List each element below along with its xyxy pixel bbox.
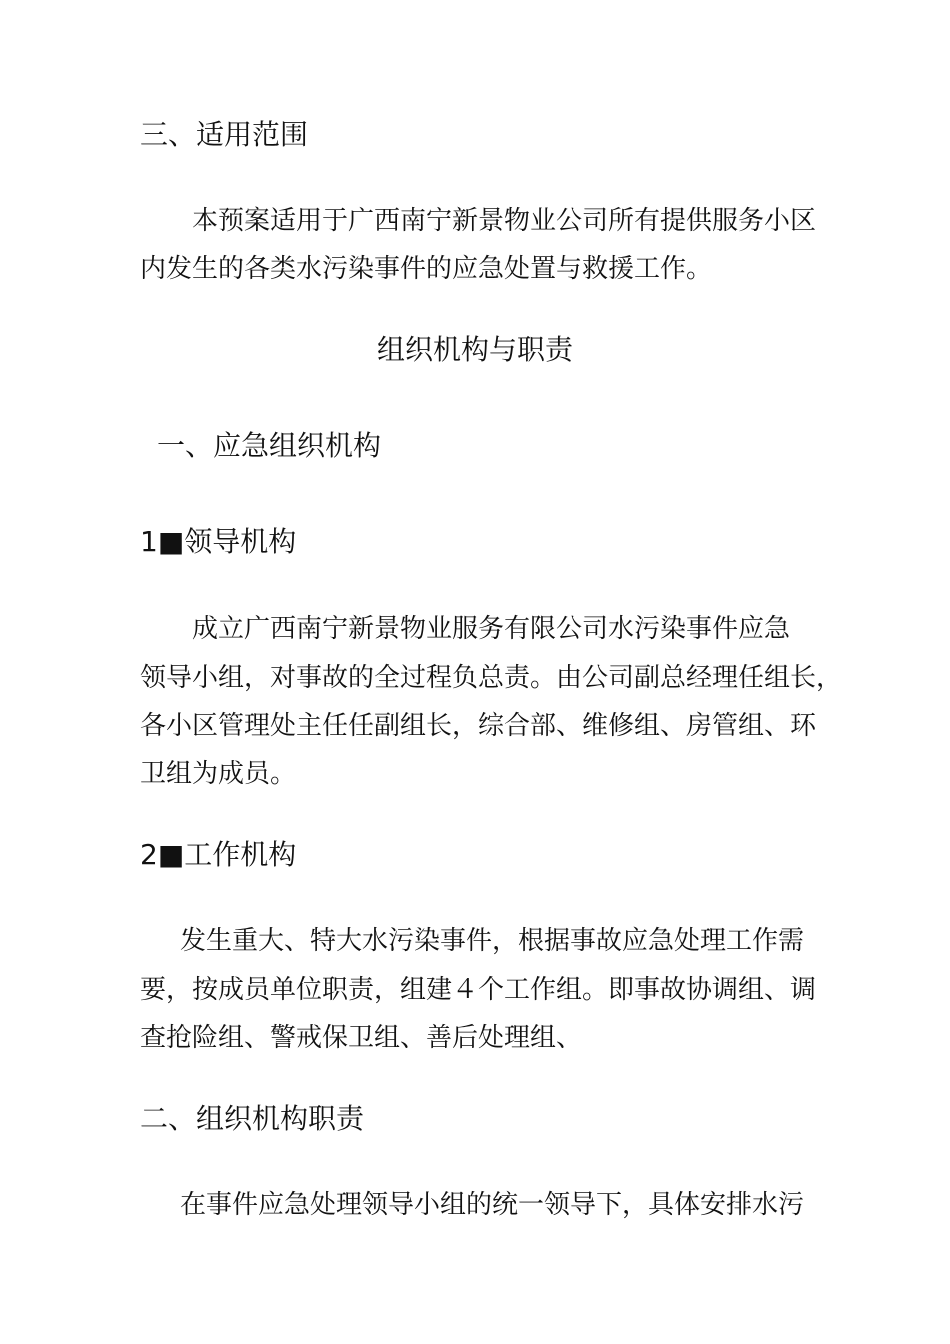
paragraph-line: 各小区管理处主任任副组长，综合部、维修组、房管组、环 (140, 711, 817, 741)
paragraph-line: 在事件应急处理领导小组的统一领导下，具体安排水污 (180, 1190, 805, 1220)
paragraph-line: 本预案适用于广西南宁新景物业公司所有提供服务小区 (192, 206, 817, 236)
section-heading-scope: 三、适用范围 (140, 118, 309, 151)
paragraph-line: 要，按成员单位职责，组建４个工作组。即事故协调组、调 (140, 975, 817, 1005)
paragraph-line: 领导小组，对事故的全过程负总责。由公司副总经理任组长， (140, 663, 843, 693)
section-heading-duties: 二、组织机构职责 (140, 1102, 365, 1135)
paragraph-line: 发生重大、特大水污染事件，根据事故应急处理工作需 (180, 926, 805, 956)
paragraph-line: 查抢险组、警戒保卫组、善后处理组、 (140, 1023, 583, 1053)
paragraph-line: 卫组为成员。 (140, 759, 297, 789)
subsection-heading-working: 2■工作机构 (140, 838, 297, 871)
paragraph-line: 内发生的各类水污染事件的应急处置与救援工作。 (140, 254, 713, 284)
paragraph-line: 成立广西南宁新景物业服务有限公司水污染事件应急 (192, 614, 791, 644)
subsection-heading-leadership: 1■领导机构 (140, 525, 297, 558)
chapter-title: 组织机构与职责 (376, 333, 573, 366)
section-heading-emergency-org: 一、应急组织机构 (157, 429, 382, 462)
